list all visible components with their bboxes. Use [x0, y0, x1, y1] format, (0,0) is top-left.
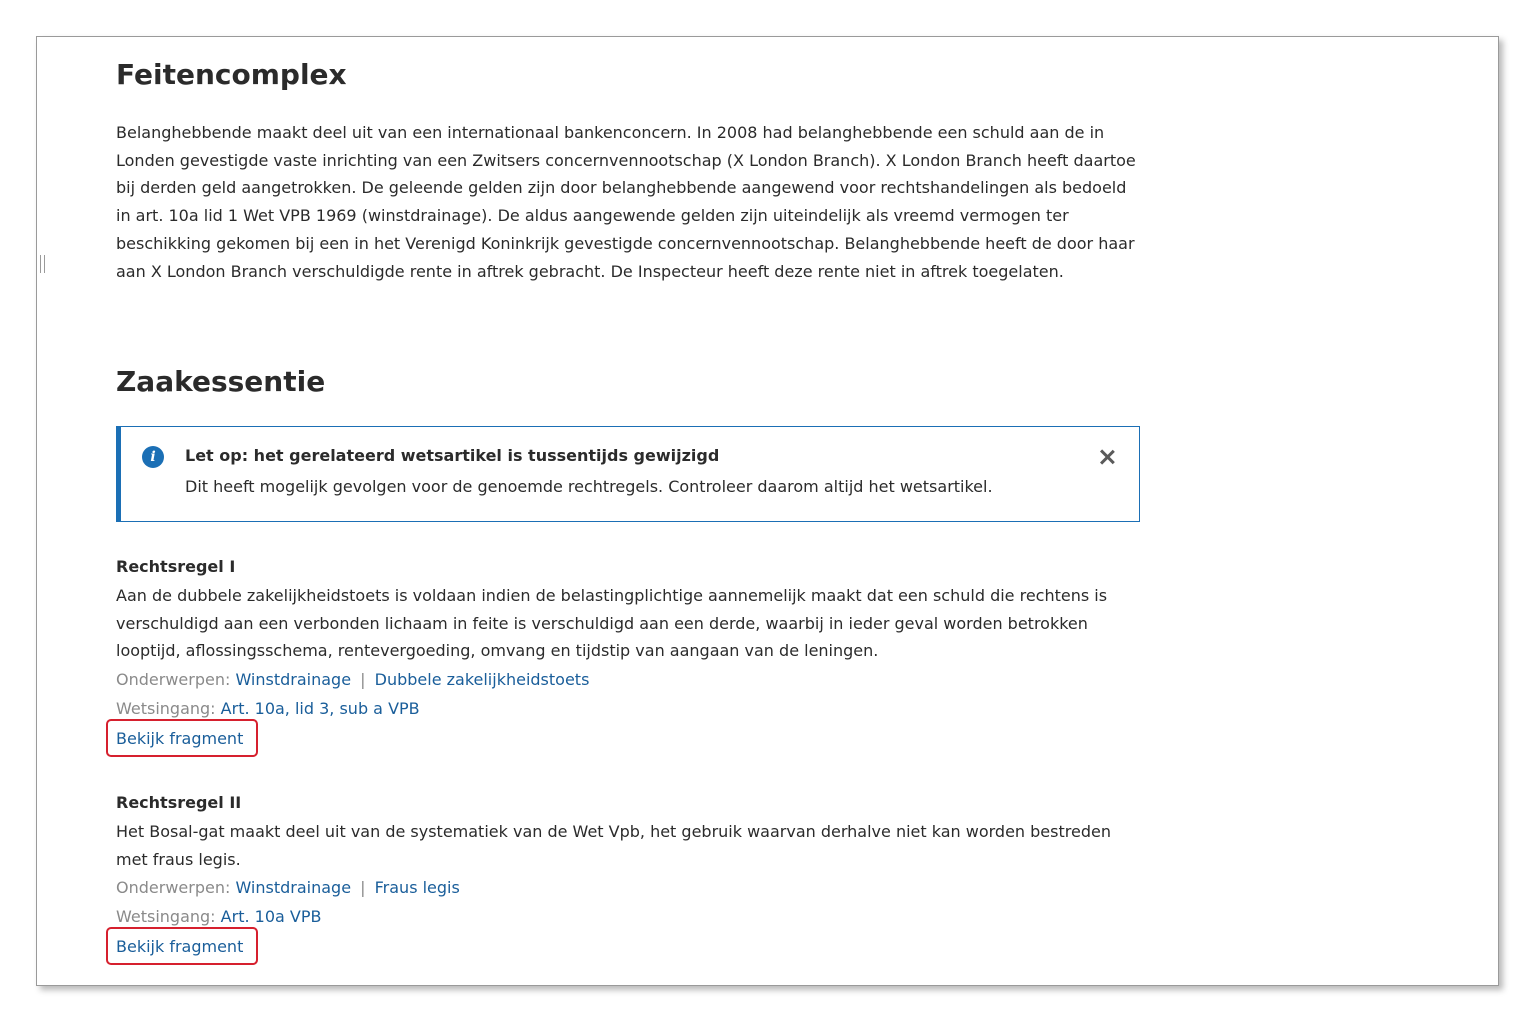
subjects-row — [116, 665, 1146, 694]
section-title-zaakessentie: Zaakessentie — [116, 365, 326, 398]
legal-rule-1 — [116, 555, 1146, 751]
feitencomplex-text: Belanghebbende maakt deel uit van een internationaal bankenconcern. In 2008 had belanghebbende een schuld aan de in Londen gevestigde vaste inrichting van een Zwitsers concernvennootschap (X London Branch). X London Branch heeft daartoe bij derden geld aangetrokken. De geleende gelden zijn door belanghebbende aangewend voor rechtshandelingen als bedoeld in art. 10a lid 1 Wet VPB 1969 (winstdrainage). De aldus aangewende gelden zijn uiteindelijk als vreemd vermogen ter beschikking gekomen bij een in het Verenigd Koninkrijk gevestigde concernvennootschap. Belanghebbende heeft de door haar aan X London Branch verschuldigde rente in aftrek gebracht. De Inspecteur heeft deze rente niet in aftrek toegelaten. — [116, 123, 1136, 281]
alert-body: Dit heeft mogelijk gevolgen voor de genoemde rechtregels. Controleer daarom altijd het wetsartikel. — [185, 477, 993, 496]
rule-text: Aan de dubbele zakelijkheidstoets is voldaan indien de belastingplichtige aannemelijk maakt dat een schuld die rechtens is verschuldigd aan een verbonden lichaam in feite is verschuldigd aan een derde, waarbij in ieder geval worden betrokken looptijd, aflossingsschema, rentevergoeding, omvang en tijdstip van aangaan van de leningen. — [116, 586, 1108, 661]
rule-title: Rechtsregel II — [116, 793, 242, 812]
subject-link-winstdrainage[interactable]: Winstdrainage — [235, 670, 352, 690]
subjects-label: Onderwerpen: — [116, 878, 231, 898]
law-label: Wetsingang: — [116, 907, 216, 927]
fragment-highlight — [116, 727, 243, 751]
law-link[interactable]: Art. 10a, lid 3, sub a VPB — [220, 699, 420, 719]
law-link[interactable]: Art. 10a VPB — [220, 907, 322, 927]
close-icon[interactable] — [1095, 445, 1119, 469]
resize-grip-icon[interactable] — [40, 255, 46, 273]
subject-link-fraus-legis[interactable]: Fraus legis — [374, 878, 460, 898]
info-icon: i — [142, 446, 164, 468]
view-fragment-link[interactable]: Bekijk fragment — [116, 937, 244, 957]
separator: | — [360, 670, 366, 690]
subject-link-dubbele-zakelijkheidstoets[interactable]: Dubbele zakelijkheidstoets — [374, 670, 590, 690]
law-row — [116, 902, 1146, 931]
section-title-feitencomplex: Feitencomplex — [116, 58, 347, 91]
subjects-row — [116, 873, 1146, 902]
subject-link-winstdrainage[interactable]: Winstdrainage — [235, 878, 352, 898]
law-row — [116, 694, 1146, 723]
rule-title: Rechtsregel I — [116, 557, 236, 576]
rule-text: Het Bosal-gat maakt deel uit van de systematiek van de Wet Vpb, het gebruik waarvan derhalve niet kan worden bestreden met fraus legis. — [116, 822, 1111, 869]
view-fragment-link[interactable]: Bekijk fragment — [116, 729, 244, 749]
fragment-highlight — [116, 935, 243, 959]
subjects-label: Onderwerpen: — [116, 670, 231, 690]
separator: | — [360, 878, 366, 898]
law-label: Wetsingang: — [116, 699, 216, 719]
law-change-alert — [116, 426, 1140, 522]
alert-title: Let op: het gerelateerd wetsartikel is tussentijds gewijzigd — [185, 446, 720, 465]
document-window — [36, 36, 1499, 986]
legal-rule-2 — [116, 791, 1146, 959]
